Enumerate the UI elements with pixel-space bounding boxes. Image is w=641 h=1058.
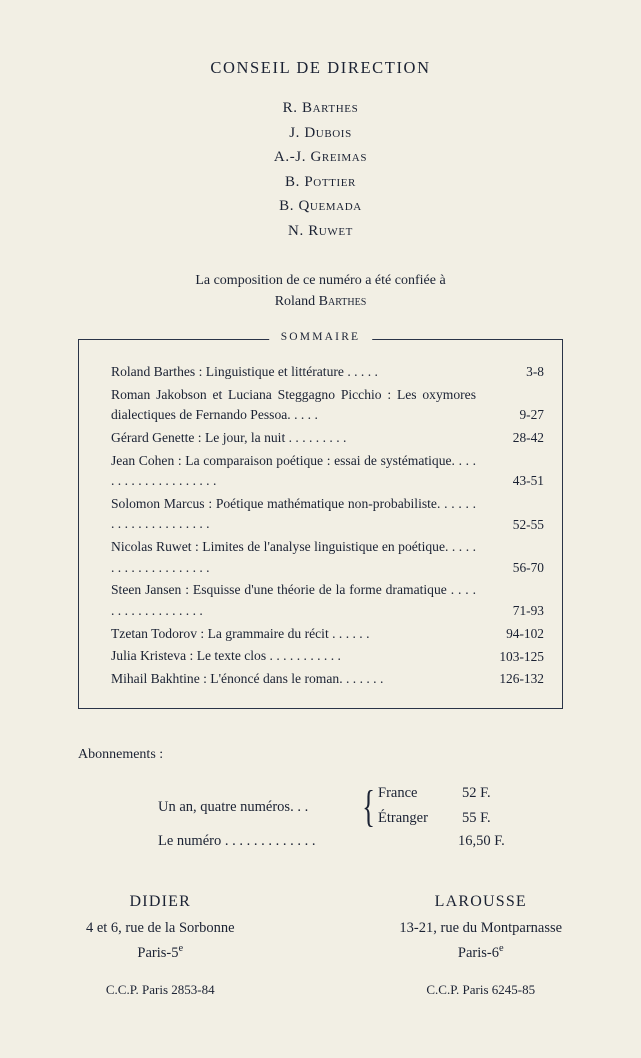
toc-entry-title: Gérard Genette : Le jour, la nuit . . . . . . . . . — [111, 428, 486, 449]
toc-entry[interactable] — [97, 537, 544, 578]
publisher-ccp: C.C.P. Paris 2853-84 — [0, 982, 321, 998]
board-member-initials: N. — [288, 223, 304, 239]
subscriptions-block — [0, 777, 641, 851]
board-member — [0, 223, 641, 240]
single-issue-price: 16,50 F. — [458, 833, 505, 850]
board-member-name: Ruwet — [308, 223, 353, 239]
subscription-etranger-row — [378, 810, 428, 827]
board-member-initials: J. — [289, 125, 300, 141]
board-member — [0, 100, 641, 117]
board-member-name: Greimas — [310, 149, 367, 165]
toc-entry-title: Steen Jansen : Esquisse d'une théorie de la forme dramatique . . . . . . . . . . . . . . . . . . — [111, 580, 486, 621]
brace-icon: { — [362, 785, 375, 829]
toc-entry[interactable] — [97, 362, 544, 383]
toc-entry-title: Roland Barthes : Linguistique et littérature . . . . . — [111, 362, 486, 383]
publisher-ccp: C.C.P. Paris 6245-85 — [321, 982, 641, 998]
publisher-name: LAROUSSE — [321, 893, 641, 911]
journal-front-matter-page — [0, 58, 641, 1058]
toc-entry-pages: 126-132 — [486, 669, 544, 689]
composition-note — [0, 270, 641, 313]
toc-entry-pages: 71-93 — [486, 601, 544, 621]
composition-editor-firstname: Roland — [275, 294, 319, 309]
editorial-board-list — [0, 100, 641, 240]
publishers-row — [0, 893, 641, 998]
board-member-initials: B. — [279, 198, 294, 214]
single-issue-row — [158, 833, 315, 850]
board-member — [0, 125, 641, 142]
toc-entry-pages: 28-42 — [486, 428, 544, 448]
board-member — [0, 198, 641, 215]
toc-entry[interactable] — [97, 428, 544, 449]
toc-entry-title: Mihail Bakhtine : L'énoncé dans le roman. . . . . . . — [111, 669, 486, 690]
publisher-city — [0, 943, 321, 962]
toc-entry-title: Roman Jakobson et Luciana Steggagno Picchio : Les oxymores dialectiques de Fernando Pessoa. . . . . — [111, 385, 486, 426]
toc-entry-pages: 103-125 — [486, 647, 544, 667]
toc-entry[interactable] — [97, 580, 544, 621]
toc-entry[interactable] — [97, 646, 544, 667]
toc-entry-pages: 94-102 — [486, 624, 544, 644]
composition-line-1: La composition de ce numéro a été confiée à — [195, 273, 445, 288]
publisher-larousse — [321, 893, 641, 998]
toc-entry-title: Nicolas Ruwet : Limites de l'analyse linguistique en poétique. . . . . . . . . . . . . . . . . . . . — [111, 537, 486, 578]
toc-entry-title: Julia Kristeva : Le texte clos . . . . . . . . . . . — [111, 646, 486, 667]
toc-entry-pages: 43-51 — [486, 471, 544, 491]
toc-entry-title: Tzetan Todorov : La grammaire du récit . . . . . . — [111, 624, 486, 645]
board-member-name: Quemada — [299, 198, 362, 214]
board-member — [0, 174, 641, 191]
board-member-initials: A.-J. — [274, 149, 306, 165]
publisher-city-text: Paris-6 — [458, 945, 499, 961]
subscription-france-price: 52 F. — [462, 785, 522, 802]
board-member-initials: B. — [285, 174, 300, 190]
publisher-address: 13-21, rue du Montparnasse — [321, 920, 641, 937]
toc-entry[interactable] — [97, 494, 544, 535]
subscription-france-row — [378, 785, 417, 802]
board-member-initials: R. — [283, 100, 298, 116]
publisher-city-superscript: e — [499, 943, 504, 954]
publisher-didier — [0, 893, 321, 998]
subscription-etranger-price: 55 F. — [462, 810, 522, 827]
board-member-name: Barthes — [302, 100, 358, 116]
subscriptions-title: Abonnements : — [78, 747, 641, 763]
subscription-france-label: France — [378, 785, 417, 801]
composition-editor-lastname: Barthes — [319, 294, 367, 309]
publisher-city-text: Paris-5 — [137, 945, 178, 961]
subscription-etranger-label: Étranger — [378, 810, 428, 826]
board-member-name: Dubois — [304, 125, 351, 141]
board-member-name: Pottier — [304, 174, 356, 190]
publisher-city — [321, 943, 641, 962]
toc-entry-title: Solomon Marcus : Poétique mathématique non-probabiliste. . . . . . . . . . . . . . . . . . . . . — [111, 494, 486, 535]
board-member — [0, 149, 641, 166]
subscription-year-label: Un an, quatre numéros. . . — [158, 799, 308, 816]
toc-entry-pages: 56-70 — [486, 558, 544, 578]
publisher-address: 4 et 6, rue de la Sorbonne — [0, 920, 321, 937]
page-title: CONSEIL DE DIRECTION — [0, 58, 641, 78]
toc-entry[interactable] — [97, 669, 544, 690]
composition-line-2 — [0, 291, 641, 313]
toc-entry-title: Jean Cohen : La comparaison poétique : essai de systématique. . . . . . . . . . . . . . . . . . . . — [111, 451, 486, 492]
toc-entry-pages: 9-27 — [486, 405, 544, 425]
single-issue-label: Le numéro . . . . . . . . . . . . . — [158, 833, 315, 849]
table-of-contents — [78, 339, 563, 709]
toc-legend: SOMMAIRE — [269, 331, 373, 343]
toc-entry-pages: 3-8 — [486, 362, 544, 382]
toc-entry[interactable] — [97, 385, 544, 426]
publisher-name: DIDIER — [0, 893, 321, 911]
toc-entry[interactable] — [97, 451, 544, 492]
publisher-city-superscript: e — [178, 943, 183, 954]
toc-entry-pages: 52-55 — [486, 515, 544, 535]
toc-entry[interactable] — [97, 624, 544, 645]
